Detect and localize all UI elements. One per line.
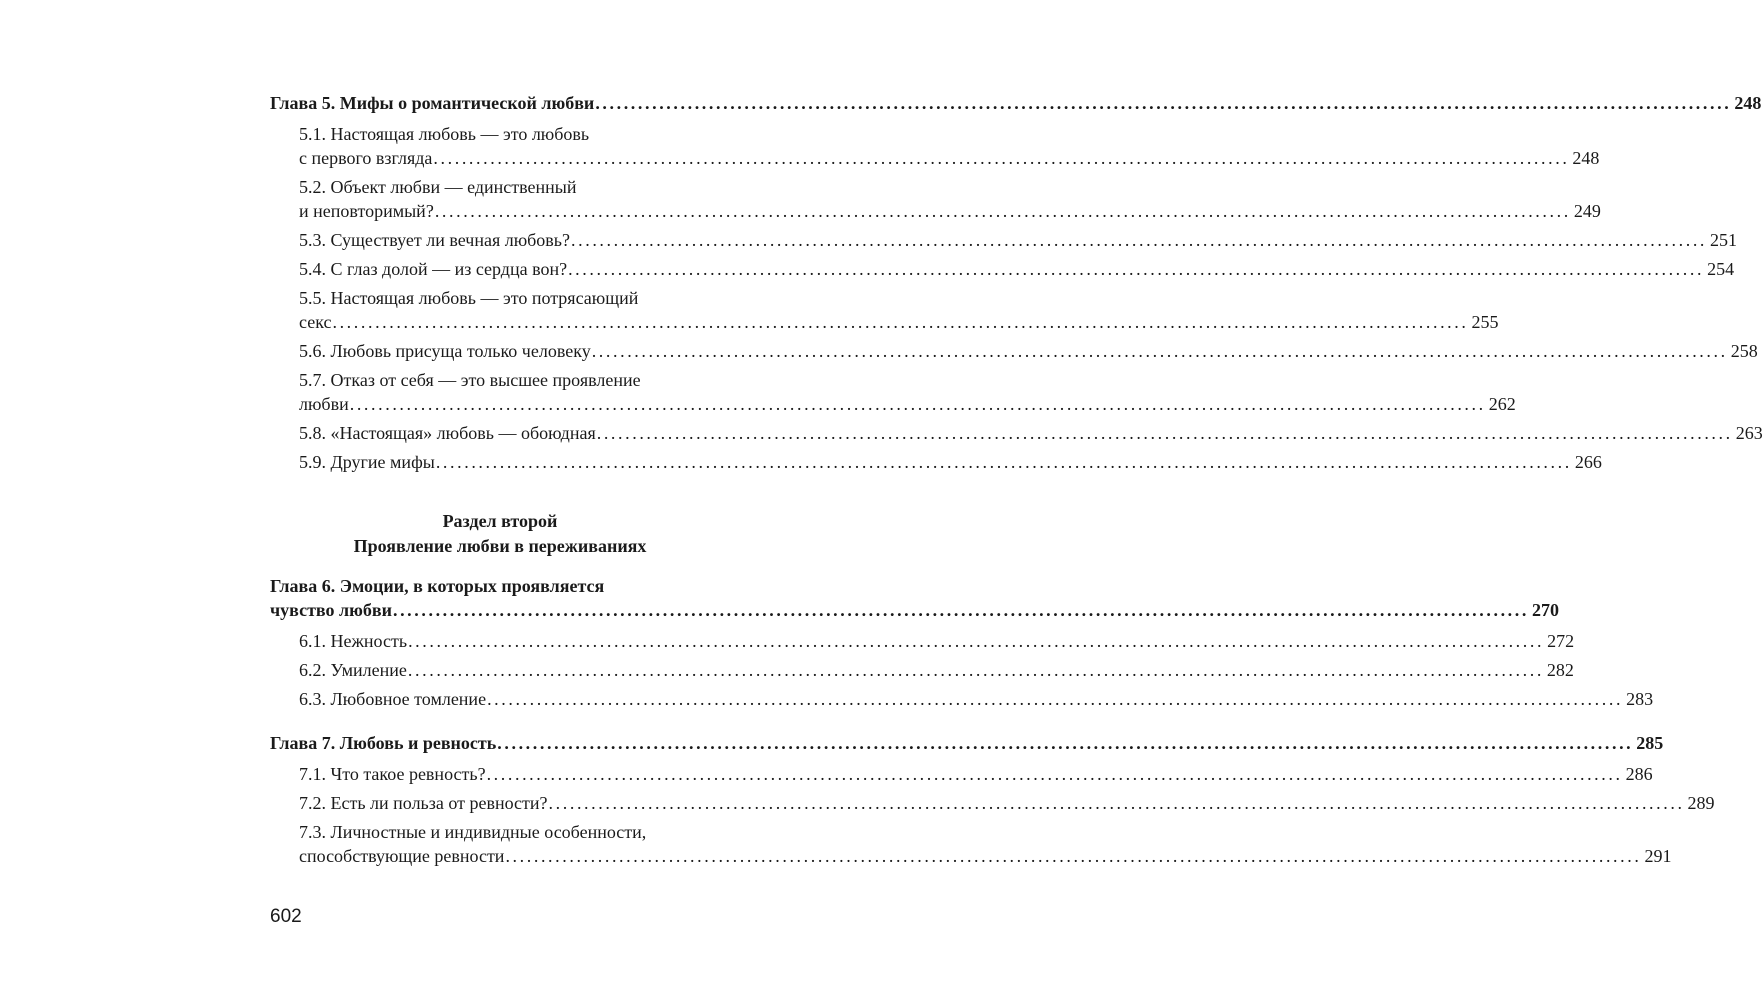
toc-entry-page: 254: [1707, 259, 1735, 279]
dot-leader: ................................................................................................................................................................: [486, 764, 1623, 784]
toc-entry-7-2: [299, 791, 1715, 815]
dot-leader: ................................................................................................................................................................: [407, 660, 1544, 680]
toc-entry-title-cont: любви: [299, 394, 349, 414]
dot-leader: ................................................................................................................................................................: [548, 793, 1685, 813]
toc-entry-page: 248: [1734, 93, 1762, 113]
toc-entry-title: 7.3. Личностные и индивидные особенности,: [299, 822, 647, 842]
toc-entry-title: 7.1. Что такое ревность?: [299, 764, 486, 784]
dot-leader: ................................................................................................................................................................: [433, 148, 1570, 168]
toc-entry-page: 248: [1572, 148, 1600, 168]
toc-entry-page: 255: [1471, 312, 1499, 332]
toc-entry-title: 5.8. «Настоящая» любовь — обоюдная: [299, 423, 596, 443]
toc-entry-5-7: [299, 368, 1516, 416]
toc-entry-5-8: [299, 421, 1763, 445]
toc-entry-title: 5.5. Настоящая любовь — это потрясающий: [299, 288, 639, 308]
toc-entry-title: Глава 5. Мифы о романтической любви: [270, 93, 595, 113]
toc-entry-page: 283: [1626, 689, 1654, 709]
toc-entry-title-cont: способствующие ревности: [299, 846, 505, 866]
part-heading: Раздел второй: [442, 511, 558, 531]
toc-entry-page: 266: [1574, 452, 1602, 472]
toc-entry-5-5: [299, 286, 1499, 334]
part-subheading: Проявление любви в переживаниях: [353, 536, 647, 556]
toc-entry-title: 5.1. Настоящая любовь — это любовь: [299, 124, 590, 144]
page-number: 602: [270, 906, 302, 927]
toc-entry-title: Глава 6. Эмоции, в которых проявляется: [270, 576, 605, 596]
dot-leader: ................................................................................................................................................................: [595, 93, 1732, 113]
dot-leader: ................................................................................................................................................................: [332, 312, 1469, 332]
toc-entry-title: 5.7. Отказ от себя — это высшее проявление: [299, 370, 641, 390]
toc-entry-title-cont: с первого взгляда: [299, 148, 433, 168]
toc-entry-title: 6.3. Любовное томление: [299, 689, 487, 709]
dot-leader: ................................................................................................................................................................: [571, 230, 1708, 250]
toc-entry-chapter-5: [270, 91, 1762, 115]
toc-entry-page: 272: [1547, 631, 1575, 651]
toc-entry-5-6: [299, 339, 1758, 363]
toc-entry-7-3: [299, 820, 1672, 868]
toc-entry-title-cont: и неповторимый?: [299, 201, 434, 221]
toc-entry-5-4: [299, 257, 1735, 281]
toc-entry-title: 5.6. Любовь присуща только человеку: [299, 341, 591, 361]
toc-entry-page: 291: [1644, 846, 1672, 866]
toc-entry-title: 5.4. С глаз долой — из сердца вон?: [299, 259, 568, 279]
dot-leader: ................................................................................................................................................................: [596, 423, 1733, 443]
toc-entry-page: 249: [1573, 201, 1601, 221]
dot-leader: ................................................................................................................................................................: [434, 201, 1571, 221]
dot-leader: ................................................................................................................................................................: [435, 452, 1572, 472]
toc-entry-6-3: [299, 687, 1654, 711]
dot-leader: ................................................................................................................................................................: [568, 259, 1705, 279]
toc-entry-page: 251: [1710, 230, 1738, 250]
toc-entry-chapter-6: [270, 574, 1559, 622]
dot-leader: ................................................................................................................................................................: [505, 846, 1642, 866]
toc-entry-title-cont: секс: [299, 312, 332, 332]
dot-leader: ................................................................................................................................................................: [408, 631, 1545, 651]
toc-entry-title: 6.2. Умиление: [299, 660, 407, 680]
toc-entry-page: 258: [1730, 341, 1758, 361]
toc-entry-title: 5.2. Объект любви — единственный: [299, 177, 577, 197]
toc-entry-6-1: [299, 629, 1575, 653]
dot-leader: ................................................................................................................................................................: [497, 733, 1634, 753]
toc-entry-page: 286: [1625, 764, 1653, 784]
toc-entry-page: 282: [1546, 660, 1574, 680]
toc-entry-page: 263: [1735, 423, 1763, 443]
dot-leader: ................................................................................................................................................................: [392, 600, 1529, 620]
dot-leader: ................................................................................................................................................................: [487, 689, 1624, 709]
dot-leader: ................................................................................................................................................................: [591, 341, 1728, 361]
toc-entry-title: Глава 7. Любовь и ревность: [270, 733, 497, 753]
toc-entry-5-2: [299, 175, 1601, 223]
toc-entry-page: 270: [1531, 600, 1559, 620]
dot-leader: ................................................................................................................................................................: [349, 394, 1486, 414]
toc-entry-title: 6.1. Нежность: [299, 631, 408, 651]
toc-entry-5-3: [299, 228, 1738, 252]
toc-entry-5-9: [299, 450, 1602, 474]
toc-entry-chapter-7: [270, 731, 1664, 755]
toc-entry-5-1: [299, 122, 1600, 170]
toc-entry-page: 285: [1636, 733, 1664, 753]
toc-entry-title: 7.2. Есть ли польза от ревности?: [299, 793, 548, 813]
toc-entry-6-2: [299, 658, 1574, 682]
toc-entry-7-1: [299, 762, 1653, 786]
toc-entry-title: 5.9. Другие мифы: [299, 452, 435, 472]
toc-entry-title-cont: чувство любви: [270, 600, 392, 620]
toc-entry-title: 5.3. Существует ли вечная любовь?: [299, 230, 571, 250]
toc-entry-page: 262: [1488, 394, 1516, 414]
toc-entry-page: 289: [1687, 793, 1715, 813]
